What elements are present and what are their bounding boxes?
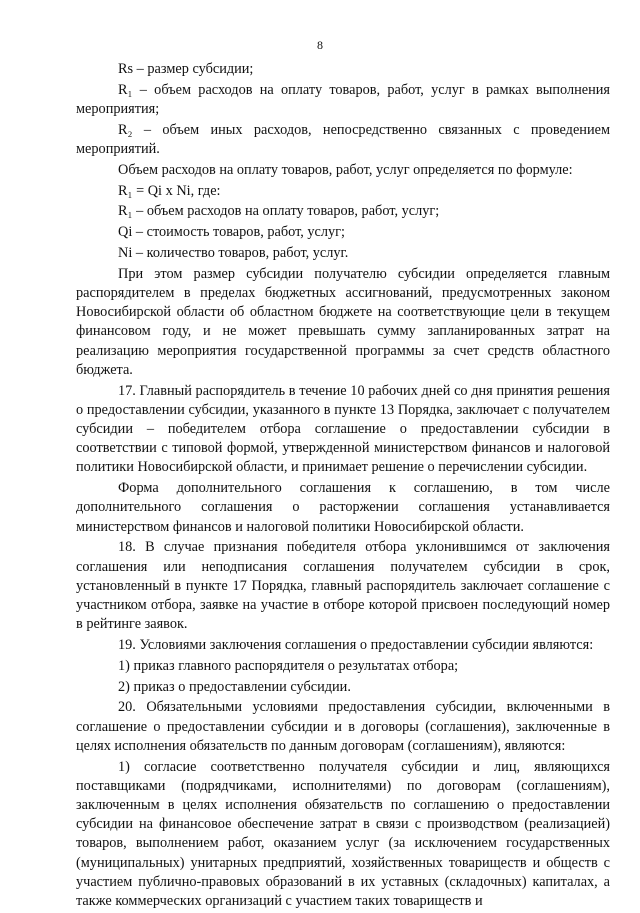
paragraph-item-20-1: 1) согласие соответственно получателя субсидии и лиц, являющихся поставщиками (подрядчиками, исполнителями) по договорам (соглашениям), заключенным в целях исполнения обязательств по соглашению о предоставлении субсидии на финансовое обеспечение затрат в связи с производством (реализацией) товаров, выполнением работ, оказанием услуг (за исключением государственных (муниципальных) унитарных предприятий, хозяйственных товариществ и обществ с участием публично-правовых образований в их уставных (складочных) капиталах, а также коммерческих организаций с участием таких товариществ и — [76, 758, 610, 910]
paragraph-r1-explanation: R₁ – объем расходов на оплату товаров, работ, услуг; — [118, 203, 440, 220]
paragraph-additional-agreement: Форма дополнительного соглашения к соглашению, в том числе дополнительного соглашения о расторжении соглашения устанавливается министерством финансов и налоговой политики Новосибирской области. — [76, 480, 610, 535]
paragraph-subsidy-size: При этом размер субсидии получателю субсидии определяется главным распорядителем в пределах бюджетных ассигнований, предусмотренных законом Новосибирской области об областном бюджете на соответствующие цели в текущем финансовом году, и не может превышать сумму запланированных затрат на реализацию мероприятия государственной программы за счет средств областного бюджета. — [76, 265, 610, 378]
paragraph-item-18: 18. В случае признания победителя отбора уклонившимся от заключения соглашения или неподписания соглашения получателем субсидии в срок, установленный в пункте 17 Порядка, главный распорядитель заключает соглашение с участником отбора, заявке на участие в отборе которой присвоен последующий номер в рейтинге заявок. — [76, 539, 610, 633]
paragraph-item-19: 19. Условиями заключения соглашения о предоставлении субсидии являются: — [118, 637, 594, 654]
paragraph-rs-definition: Rs – размер субсидии; — [118, 61, 254, 77]
paragraph-item-19-1: 1) приказ главного распорядителя о результатах отбора; — [118, 657, 459, 674]
paragraph-ni-explanation: Ni – количество товаров, работ, услуг. — [118, 244, 349, 261]
paragraph-qi-explanation: Qi – стоимость товаров, работ, услуг; — [118, 224, 346, 241]
paragraph-formula: R₁ = Qi x Ni, где: — [118, 182, 221, 199]
paragraph-r1-definition: R₁ – объем расходов на оплату товаров, работ, услуг в рамках выполнения мероприятия; — [76, 81, 610, 117]
document-body — [76, 60, 610, 913]
paragraph-formula-intro: Объем расходов на оплату товаров, работ, услуг определяется по формуле: — [118, 161, 573, 178]
paragraph-item-17: 17. Главный распорядитель в течение 10 рабочих дней со дня принятия решения о предоставлении субсидии, указанного в пункте 13 Порядка, заключает с получателем субсидии – победителем отбора соглашение о предоставлении субсидии в соответствии с типовой формой, утвержденной министерством финансов и налоговой политики Новосибирской области, и принимает решение о перечислении субсидии. — [76, 382, 610, 476]
paragraph-item-20: 20. Обязательными условиями предоставления субсидии, включенными в соглашение о предоставлении субсидии и в договоры (соглашения), заключенные в целях исполнения обязательств по данным договорам (соглашениям), являются: — [76, 699, 610, 754]
paragraph-item-19-2: 2) приказ о предоставлении субсидии. — [118, 678, 351, 695]
paragraph-r2-definition: R₂ – объем иных расходов, непосредственно связанных с проведением мероприятий. — [76, 121, 610, 157]
page-number: 8 — [317, 38, 323, 52]
